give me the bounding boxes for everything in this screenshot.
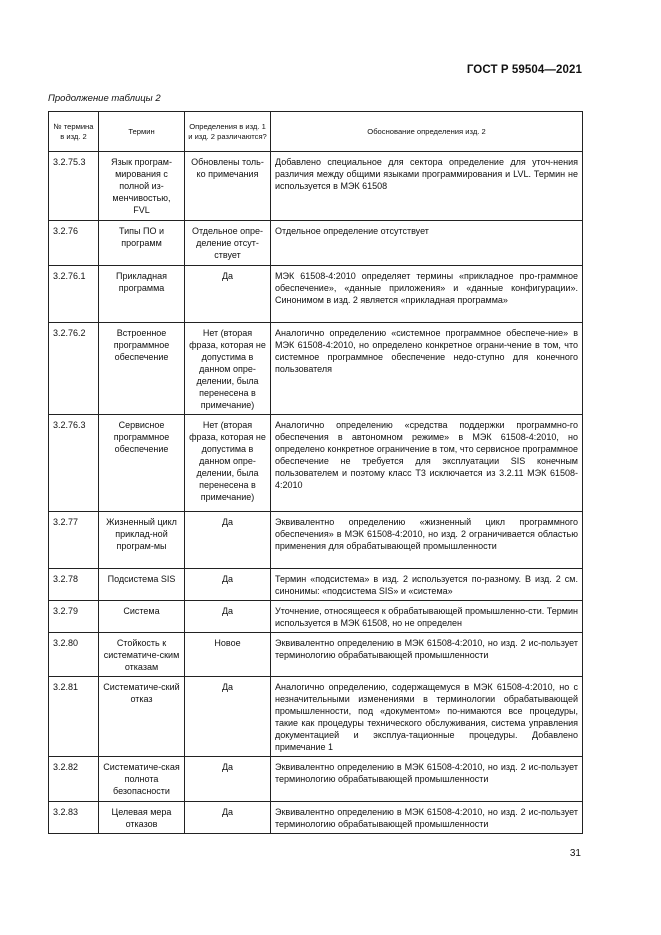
term-number-cell: 3.2.76.1 xyxy=(49,266,99,323)
term-number-cell: 3.2.77 xyxy=(49,512,99,569)
term-cell: Стойкость к систематиче-ским отказам xyxy=(99,633,185,677)
term-cell: Сервисное программное обеспечение xyxy=(99,415,185,512)
justification-cell: Отдельное определение отсутствует xyxy=(271,221,583,266)
differs-cell: Да xyxy=(185,266,271,323)
term-number-cell: 3.2.76.2 xyxy=(49,323,99,415)
differs-cell: Нет (вторая фраза, которая не допустима в данном опре-делении, была перенесена в примечание) xyxy=(185,323,271,415)
justification-cell: Аналогично определению «средства поддержки программно-го обеспечения в автономном режиме» в МЭК 61508-4:2010, но определено конкретное ограничение в том, что сервисное программное обеспечение не требуется для эксплуатации SIS конечным пользователем и поэтому класс Т3 исключается из 3.2.11 МЭК 61508-4:2010 xyxy=(271,415,583,512)
justification-cell: МЭК 61508-4:2010 определяет термины «прикладное про-граммное обеспечение», «данные приложения» и «данные конфигурации». Синонимом в изд. 2 является «прикладная программа» xyxy=(271,266,583,323)
table-row xyxy=(49,221,583,266)
term-number-cell: 3.2.79 xyxy=(49,601,99,633)
differs-cell: Да xyxy=(185,512,271,569)
table-row xyxy=(49,601,583,633)
justification-cell: Добавлено специальное для сектора определение для уточ-нения различия между общими языками программирования и LVL. Термин не используется в МЭК 61508 xyxy=(271,152,583,221)
term-number-cell: 3.2.81 xyxy=(49,677,99,757)
header-term: Термин xyxy=(99,112,185,152)
header-justification: Обоснование определения изд. 2 xyxy=(271,112,583,152)
term-cell: Целевая мера отказов xyxy=(99,802,185,834)
justification-cell: Термин «подсистема» в изд. 2 используется по-разному. В изд. 2 см. синонимы: «подсистема SIS» и «система» xyxy=(271,569,583,601)
terms-comparison-table xyxy=(48,111,583,834)
term-number-cell: 3.2.83 xyxy=(49,802,99,834)
differs-cell: Отдельное опре-деление отсут-ствует xyxy=(185,221,271,266)
table-row xyxy=(49,152,583,221)
table-header-row xyxy=(49,112,583,152)
term-cell: Подсистема SIS xyxy=(99,569,185,601)
justification-cell: Эквивалентно определению в МЭК 61508-4:2010, но изд. 2 ис-пользует терминологию обрабатывающей промышленности xyxy=(271,757,583,802)
justification-cell: Эквивалентно определению «жизненный цикл программного обеспечения» в МЭК 61508-4:2010, но изд. 2 ограничивается областью применения для обрабатывающей промышленности xyxy=(271,512,583,569)
justification-cell: Эквивалентно определению в МЭК 61508-4:2010, но изд. 2 ис-пользует терминологию обрабатывающей промышленности xyxy=(271,802,583,834)
differs-cell: Да xyxy=(185,802,271,834)
table-row xyxy=(49,266,583,323)
term-cell: Система xyxy=(99,601,185,633)
justification-cell: Аналогично определению «системное программное обеспече-ние» в МЭК 61508-4:2010, но определено конкретное ограни-чение в том, что системное программное обеспечение недо-ступно для конечного пользователя xyxy=(271,323,583,415)
differs-cell: Новое xyxy=(185,633,271,677)
header-differs: Определения в изд. 1 и изд. 2 различаются? xyxy=(185,112,271,152)
table-row xyxy=(49,569,583,601)
term-cell: Жизненный цикл приклад-ной програм-мы xyxy=(99,512,185,569)
differs-cell: Да xyxy=(185,569,271,601)
table-caption: Продолжение таблицы 2 xyxy=(48,93,161,104)
differs-cell: Обновлены толь-ко примечания xyxy=(185,152,271,221)
term-cell: Язык програм-мирования с полной из-менчивостью, FVL xyxy=(99,152,185,221)
differs-cell: Да xyxy=(185,601,271,633)
table-row xyxy=(49,757,583,802)
term-cell: Встроенное программное обеспечение xyxy=(99,323,185,415)
term-cell: Систематиче-ская полнота безопасности xyxy=(99,757,185,802)
justification-cell: Уточнение, относящееся к обрабатывающей промышленно-сти. Термин используется в МЭК 61508, но не определен xyxy=(271,601,583,633)
term-cell: Прикладная программа xyxy=(99,266,185,323)
header-term-number: № термина в изд. 2 xyxy=(49,112,99,152)
term-number-cell: 3.2.76 xyxy=(49,221,99,266)
term-cell: Систематиче-ский отказ xyxy=(99,677,185,757)
term-number-cell: 3.2.80 xyxy=(49,633,99,677)
term-number-cell: 3.2.78 xyxy=(49,569,99,601)
table-row xyxy=(49,802,583,834)
table-row xyxy=(49,677,583,757)
page-number: 31 xyxy=(569,848,581,859)
term-cell: Типы ПО и программ xyxy=(99,221,185,266)
differs-cell: Да xyxy=(185,677,271,757)
term-number-cell: 3.2.75.3 xyxy=(49,152,99,221)
differs-cell: Да xyxy=(185,757,271,802)
table-row xyxy=(49,323,583,415)
justification-cell: Аналогично определению, содержащемуся в МЭК 61508-4:2010, но с незначительными изменениями в терминологии обрабатывающей промышленности, под «документом» по-нимаются все процедуры, такие как процедуры технического обслуживания, система управления документацией и эксплуа-тационные процедуры. Добавлено примечание 1 xyxy=(271,677,583,757)
term-number-cell: 3.2.82 xyxy=(49,757,99,802)
term-number-cell: 3.2.76.3 xyxy=(49,415,99,512)
table-row xyxy=(49,415,583,512)
table-row xyxy=(49,512,583,569)
document-code: ГОСТ Р 59504—2021 xyxy=(466,64,582,76)
table-row xyxy=(49,633,583,677)
differs-cell: Нет (вторая фраза, которая не допустима в данном опре-делении, была перенесена в примечание) xyxy=(185,415,271,512)
justification-cell: Эквивалентно определению в МЭК 61508-4:2010, но изд. 2 ис-пользует терминологию обрабатывающей промышленности xyxy=(271,633,583,677)
